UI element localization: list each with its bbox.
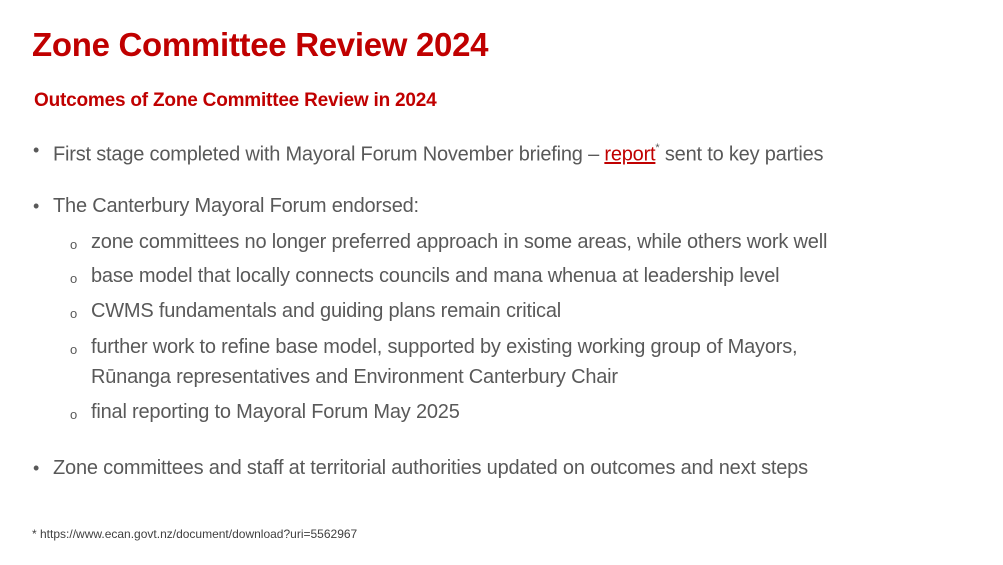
slide-subtitle: Outcomes of Zone Committee Review in 2024 (34, 90, 437, 111)
bullet-text-after: sent to key parties (659, 143, 824, 166)
report-link[interactable]: report (604, 143, 656, 166)
bullet-marker: • (33, 140, 40, 160)
footnote: * https://www.ecan.govt.nz/document/download?uri=5562967 (32, 527, 358, 541)
bullet-text-before: First stage completed with Mayoral Forum November briefing – (53, 143, 605, 166)
sub-bullet-marker: o (70, 407, 78, 422)
sub-item-text: base model that locally connects councils and mana whenua at leadership level (91, 265, 780, 287)
bullet-marker: • (33, 458, 40, 478)
sub-item-text: CWMS fundamentals and guiding plans remain critical (91, 300, 562, 322)
sub-item-text-line2: Rūnanga representatives and Environment Canterbury Chair (91, 366, 618, 388)
sub-item-text: zone committees no longer preferred approach in some areas, while others work well (91, 231, 828, 253)
bullet-text (53, 137, 823, 168)
bullet-marker: • (33, 196, 40, 216)
bullet-text: The Canterbury Mayoral Forum endorsed: (53, 195, 419, 217)
sub-bullet-marker: o (70, 237, 78, 252)
sub-bullet-marker: o (70, 342, 78, 357)
sub-bullet-marker: o (70, 271, 78, 286)
bullet-text: Zone committees and staff at territorial authorities updated on outcomes and next steps (53, 457, 808, 479)
slide-title: Zone Committee Review 2024 (32, 26, 489, 63)
footnote-marker: * (655, 142, 660, 154)
sub-bullet-marker: o (70, 306, 78, 321)
sub-item-text-line1: further work to refine base model, supported by existing working group of Mayors, (91, 336, 798, 358)
sub-item-text: final reporting to Mayoral Forum May 2025 (91, 401, 460, 423)
